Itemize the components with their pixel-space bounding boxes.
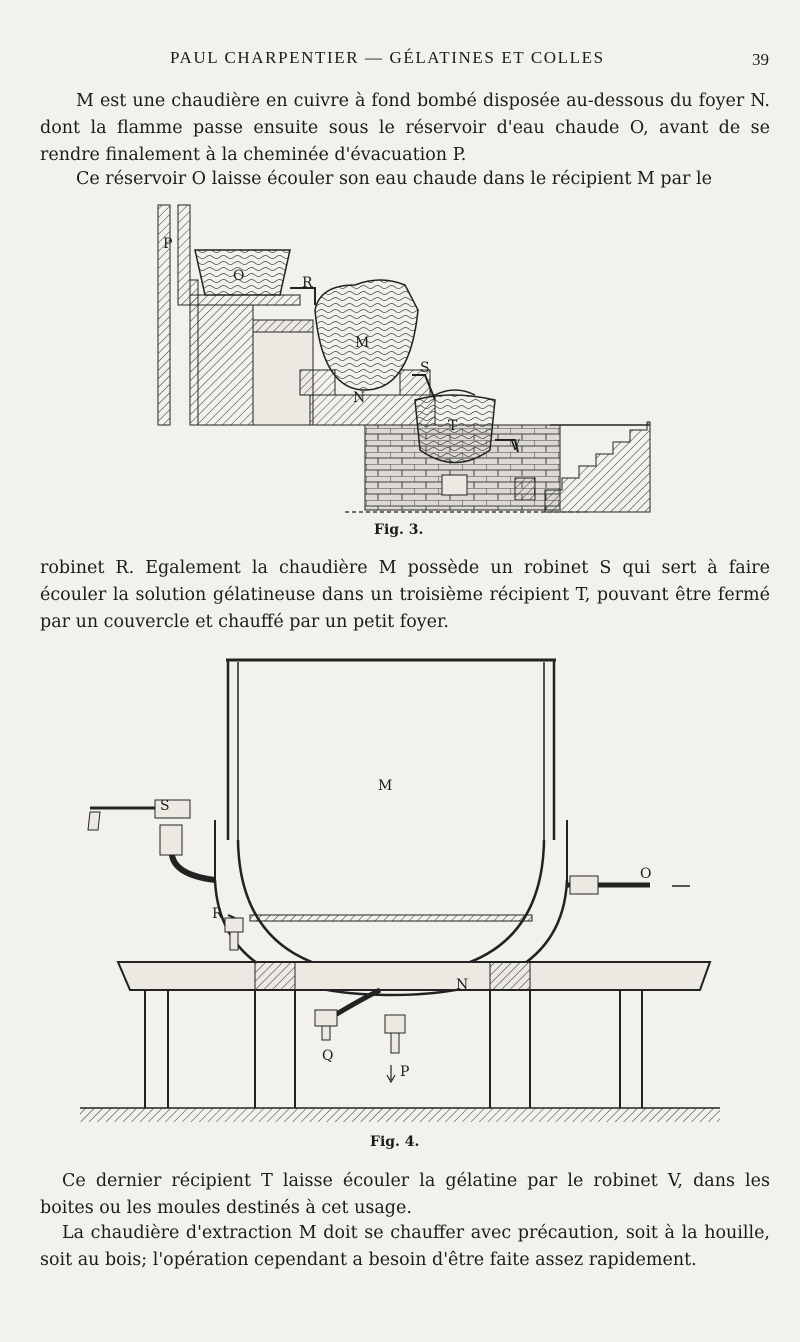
fig4-label-p: P <box>400 1064 410 1080</box>
fig3-label-n: N <box>353 390 366 406</box>
paragraph-2: Ce réservoir O laisse écouler son eau chaude dans le récipient M par le <box>76 169 712 189</box>
page-header <box>0 48 800 72</box>
fig3-label-v: V <box>510 438 521 454</box>
page-number: 39 <box>752 50 769 69</box>
figure-4-drawing <box>60 650 760 1130</box>
fig4-label-r: R <box>212 906 223 922</box>
figure-3-drawing <box>150 200 660 520</box>
paragraph-5: La chaudière d'extraction M doit se chauffer avec précaution, soit à la houille, soit au bois; l'opération cependant a besoin d'être faite assez rapidement. <box>40 1223 770 1270</box>
fig3-label-r: R <box>302 275 313 291</box>
fig3-label-m: M <box>355 335 370 351</box>
fig4-label-s: S <box>160 798 170 814</box>
figure-3-caption: Fig. 3. <box>374 522 424 538</box>
fig4-label-o: O <box>640 866 652 882</box>
figure-4-caption: Fig. 4. <box>370 1134 420 1150</box>
running-head: PAUL CHARPENTIER — GÉLATINES ET COLLES <box>170 48 605 67</box>
paragraph-3: robinet R. Egalement la chaudière M possède un robinet S qui sert à faire écouler la solution gélatineuse dans un troisième récipient T, pouvant être fermé par un couvercle et chauffé par un petit foyer. <box>40 558 770 632</box>
paragraph-4: Ce dernier récipient T laisse écouler la gélatine par le robinet V, dans les boites ou les moules destinés à cet usage. <box>40 1171 770 1218</box>
fig3-label-p: P <box>163 236 173 252</box>
fig3-label-o: O <box>233 268 245 284</box>
fig3-label-t: T <box>448 418 458 434</box>
figure-3-illustration <box>150 200 660 520</box>
fig4-label-n: N <box>456 977 469 993</box>
fig4-label-q: Q <box>322 1048 334 1064</box>
fig3-label-s: S <box>420 360 430 376</box>
fig4-label-m: M <box>378 778 393 794</box>
paragraph-1: M est une chaudière en cuivre à fond bombé disposée au-dessous du foyer N. dont la flamme passe ensuite sous le réservoir d'eau chaude O, avant de se rendre finalement à la cheminée d'évacuation P. <box>40 91 770 165</box>
figure-4-illustration <box>60 650 760 1130</box>
